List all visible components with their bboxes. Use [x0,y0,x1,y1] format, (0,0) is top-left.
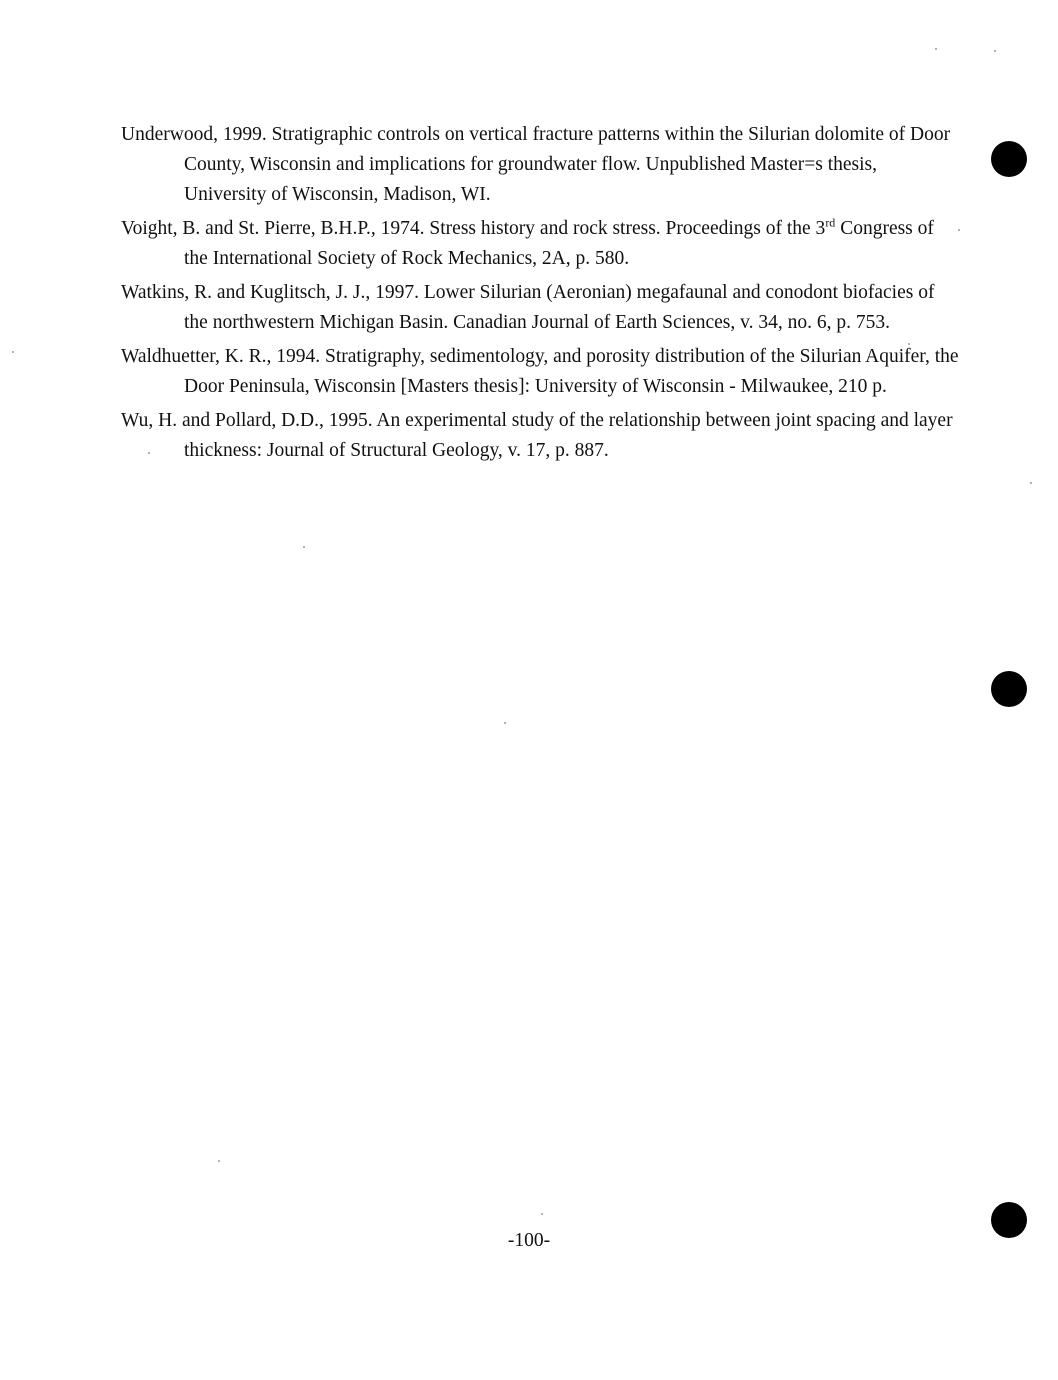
scan-speck [908,343,910,345]
scan-speck [303,546,305,548]
page-number: -100- [507,1230,551,1251]
scan-speck [504,722,506,724]
ordinal-superscript: rd [825,215,836,230]
punch-hole [991,1202,1027,1238]
scan-speck [148,452,150,454]
reference-entry: Wu, H. and Pollard, D.D., 1995. An experimental study of the relationship between joint spacing and layer thickness: Journal of Structural Geology, v. 17, p. 887. [121,410,953,461]
reference-text: Congress of the International Society of Rock Mechanics, 2A, p. 580. [184,218,934,269]
scan-speck [994,50,996,52]
reference-entry: Underwood, 1999. Stratigraphic controls on vertical fracture patterns within the Silurian dolomite of Door County, Wisconsin and implications for groundwater flow. Unpublished Master=s thesis, University of Wisconsin, Madison, WI. [121,124,951,205]
scan-speck [12,351,14,353]
scan-speck [218,1160,220,1162]
scan-speck [935,48,937,50]
reference-entry: Watkins, R. and Kuglitsch, J. J., 1997. Lower Silurian (Aeronian) megafaunal and conodont biofacies of the northwestern Michigan Basin. Canadian Journal of Earth Sciences, v. 34, no. 6, p. 753. [121,282,935,333]
scan-speck [1030,482,1032,484]
punch-hole [991,671,1027,707]
punch-hole [991,141,1027,177]
reference-entry: Waldhuetter, K. R., 1994. Stratigraphy, sedimentology, and porosity distribution of the Silurian Aquifer, the Door Peninsula, Wisconsin [Masters thesis]: University of Wisconsin - Milwaukee, 210 p. [121,346,959,397]
reference-list [121,120,961,470]
scan-speck [541,1213,543,1215]
scan-speck [958,229,960,231]
reference-entry [121,214,961,274]
reference-text: Voight, B. and St. Pierre, B.H.P., 1974. Stress history and rock stress. Proceedings of the 3 [121,218,826,239]
